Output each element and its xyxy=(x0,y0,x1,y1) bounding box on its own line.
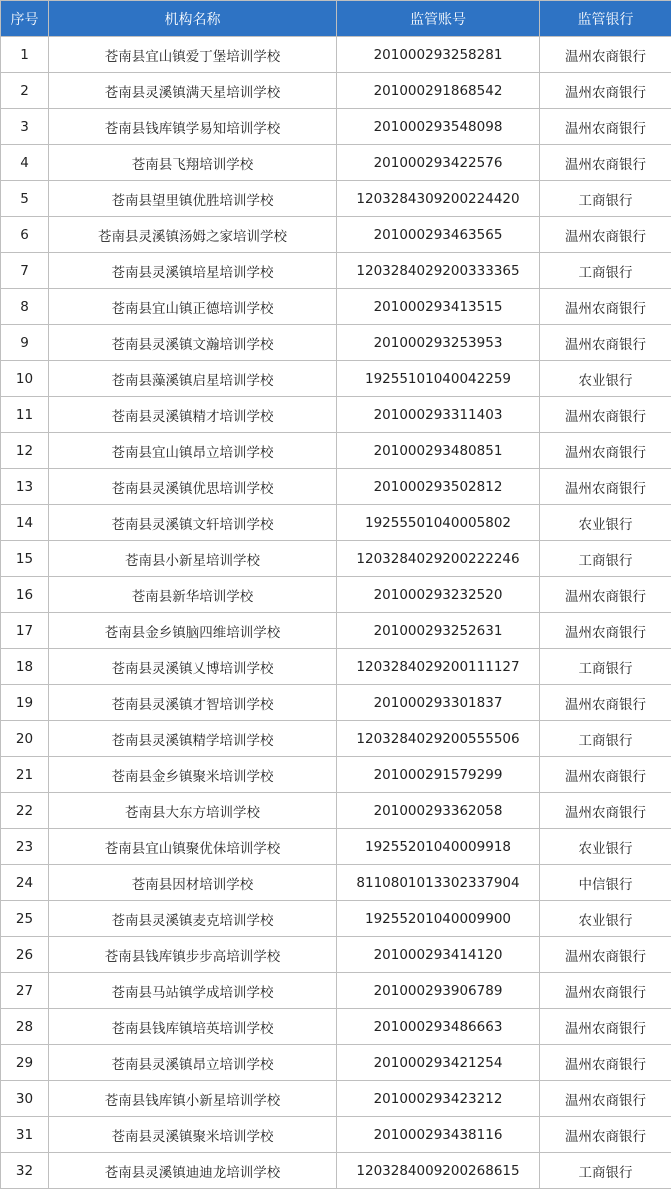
account-number: 201000293301837 xyxy=(337,685,540,721)
institution-name: 苍南县金乡镇聚米培训学校 xyxy=(49,757,337,793)
row-index: 11 xyxy=(1,397,49,433)
row-index: 9 xyxy=(1,325,49,361)
institution-name: 苍南县灵溪镇乂博培训学校 xyxy=(49,649,337,685)
account-number: 1203284029200111127 xyxy=(337,649,540,685)
bank-name: 温州农商银行 xyxy=(540,325,671,361)
institution-name: 苍南县钱库镇步步高培训学校 xyxy=(49,937,337,973)
table-row xyxy=(1,325,671,361)
bank-name: 农业银行 xyxy=(540,361,671,397)
table-row xyxy=(1,73,671,109)
account-number: 201000293253953 xyxy=(337,325,540,361)
bank-name: 温州农商银行 xyxy=(540,289,671,325)
account-number: 201000293422576 xyxy=(337,145,540,181)
row-index: 15 xyxy=(1,541,49,577)
institution-name: 苍南县望里镇优胜培训学校 xyxy=(49,181,337,217)
table-row xyxy=(1,1081,671,1117)
row-index: 17 xyxy=(1,613,49,649)
bank-name: 温州农商银行 xyxy=(540,937,671,973)
bank-name: 工商银行 xyxy=(540,541,671,577)
account-number: 19255101040042259 xyxy=(337,361,540,397)
institution-name: 苍南县宜山镇正德培训学校 xyxy=(49,289,337,325)
table-row xyxy=(1,469,671,505)
account-number: 201000291868542 xyxy=(337,73,540,109)
bank-name: 温州农商银行 xyxy=(540,793,671,829)
institution-name: 苍南县灵溪镇优思培训学校 xyxy=(49,469,337,505)
account-number: 201000293362058 xyxy=(337,793,540,829)
row-index: 3 xyxy=(1,109,49,145)
institution-name: 苍南县钱库镇小新星培训学校 xyxy=(49,1081,337,1117)
bank-name: 温州农商银行 xyxy=(540,37,671,73)
institution-name: 苍南县灵溪镇麦克培训学校 xyxy=(49,901,337,937)
institution-name: 苍南县钱库镇学易知培训学校 xyxy=(49,109,337,145)
bank-name: 温州农商银行 xyxy=(540,73,671,109)
institution-name: 苍南县灵溪镇满天星培训学校 xyxy=(49,73,337,109)
row-index: 25 xyxy=(1,901,49,937)
table-row xyxy=(1,433,671,469)
bank-name: 温州农商银行 xyxy=(540,217,671,253)
bank-name: 温州农商银行 xyxy=(540,973,671,1009)
row-index: 13 xyxy=(1,469,49,505)
table-row xyxy=(1,1009,671,1045)
row-index: 29 xyxy=(1,1045,49,1081)
account-number: 201000293906789 xyxy=(337,973,540,1009)
bank-name: 温州农商银行 xyxy=(540,613,671,649)
table-row xyxy=(1,361,671,397)
table-row xyxy=(1,217,671,253)
institution-name: 苍南县灵溪镇文瀚培训学校 xyxy=(49,325,337,361)
account-number: 19255201040009918 xyxy=(337,829,540,865)
institution-name: 苍南县灵溪镇精才培训学校 xyxy=(49,397,337,433)
row-index: 19 xyxy=(1,685,49,721)
bank-name: 温州农商银行 xyxy=(540,1081,671,1117)
bank-name: 中信银行 xyxy=(540,865,671,901)
table-row xyxy=(1,721,671,757)
header-bank: 监管银行 xyxy=(540,1,671,37)
account-number: 19255201040009900 xyxy=(337,901,540,937)
row-index: 10 xyxy=(1,361,49,397)
account-number: 201000293421254 xyxy=(337,1045,540,1081)
account-number: 201000293311403 xyxy=(337,397,540,433)
bank-name: 温州农商银行 xyxy=(540,469,671,505)
account-number: 201000293486663 xyxy=(337,1009,540,1045)
table-row xyxy=(1,109,671,145)
table-row xyxy=(1,181,671,217)
row-index: 16 xyxy=(1,577,49,613)
row-index: 12 xyxy=(1,433,49,469)
table-row xyxy=(1,1045,671,1081)
header-row xyxy=(1,1,671,37)
bank-name: 温州农商银行 xyxy=(540,145,671,181)
row-index: 26 xyxy=(1,937,49,973)
row-index: 28 xyxy=(1,1009,49,1045)
row-index: 20 xyxy=(1,721,49,757)
table-row xyxy=(1,37,671,73)
table-body xyxy=(1,37,671,1189)
account-number: 19255501040005802 xyxy=(337,505,540,541)
table-row xyxy=(1,685,671,721)
row-index: 30 xyxy=(1,1081,49,1117)
institution-name: 苍南县宜山镇昂立培训学校 xyxy=(49,433,337,469)
row-index: 2 xyxy=(1,73,49,109)
bank-name: 工商银行 xyxy=(540,1153,671,1189)
bank-name: 温州农商银行 xyxy=(540,1117,671,1153)
bank-name: 工商银行 xyxy=(540,721,671,757)
row-index: 18 xyxy=(1,649,49,685)
row-index: 1 xyxy=(1,37,49,73)
institution-name: 苍南县藻溪镇启星培训学校 xyxy=(49,361,337,397)
table-row xyxy=(1,145,671,181)
institution-name: 苍南县灵溪镇聚米培训学校 xyxy=(49,1117,337,1153)
row-index: 23 xyxy=(1,829,49,865)
account-number: 1203284029200333365 xyxy=(337,253,540,289)
institution-name: 苍南县马站镇学成培训学校 xyxy=(49,973,337,1009)
account-number: 201000293548098 xyxy=(337,109,540,145)
header-account-number: 监管账号 xyxy=(337,1,540,37)
table-row xyxy=(1,829,671,865)
bank-name: 温州农商银行 xyxy=(540,1009,671,1045)
table-row xyxy=(1,937,671,973)
account-number: 201000291579299 xyxy=(337,757,540,793)
row-index: 6 xyxy=(1,217,49,253)
table-row xyxy=(1,253,671,289)
account-number: 201000293258281 xyxy=(337,37,540,73)
table-row xyxy=(1,973,671,1009)
account-number: 1203284029200555506 xyxy=(337,721,540,757)
institution-name: 苍南县新华培训学校 xyxy=(49,577,337,613)
institution-name: 苍南县飞翔培训学校 xyxy=(49,145,337,181)
table-row xyxy=(1,1153,671,1189)
institution-name: 苍南县钱库镇培英培训学校 xyxy=(49,1009,337,1045)
table-header xyxy=(1,1,671,37)
account-number: 1203284009200268615 xyxy=(337,1153,540,1189)
institution-name: 苍南县灵溪镇汤姆之家培训学校 xyxy=(49,217,337,253)
table-row xyxy=(1,289,671,325)
bank-name: 温州农商银行 xyxy=(540,397,671,433)
institution-name: 苍南县因材培训学校 xyxy=(49,865,337,901)
table-row xyxy=(1,397,671,433)
row-index: 4 xyxy=(1,145,49,181)
bank-name: 温州农商银行 xyxy=(540,433,671,469)
table-row xyxy=(1,901,671,937)
institution-name: 苍南县小新星培训学校 xyxy=(49,541,337,577)
table-row xyxy=(1,577,671,613)
account-number: 201000293480851 xyxy=(337,433,540,469)
table-row xyxy=(1,1117,671,1153)
bank-name: 农业银行 xyxy=(540,829,671,865)
account-number: 201000293413515 xyxy=(337,289,540,325)
table-row xyxy=(1,649,671,685)
bank-name: 工商银行 xyxy=(540,649,671,685)
institution-name: 苍南县金乡镇脑四维培训学校 xyxy=(49,613,337,649)
table-row xyxy=(1,505,671,541)
account-number: 201000293502812 xyxy=(337,469,540,505)
header-institution-name: 机构名称 xyxy=(49,1,337,37)
bank-name: 农业银行 xyxy=(540,901,671,937)
row-index: 21 xyxy=(1,757,49,793)
table-row xyxy=(1,793,671,829)
institution-name: 苍南县宜山镇爱丁堡培训学校 xyxy=(49,37,337,73)
account-number: 201000293438116 xyxy=(337,1117,540,1153)
institution-name: 苍南县大东方培训学校 xyxy=(49,793,337,829)
account-number: 201000293423212 xyxy=(337,1081,540,1117)
institution-name: 苍南县灵溪镇昂立培训学校 xyxy=(49,1045,337,1081)
institution-name: 苍南县灵溪镇才智培训学校 xyxy=(49,685,337,721)
table-row xyxy=(1,541,671,577)
account-number: 201000293414120 xyxy=(337,937,540,973)
bank-name: 温州农商银行 xyxy=(540,109,671,145)
row-index: 24 xyxy=(1,865,49,901)
bank-name: 温州农商银行 xyxy=(540,685,671,721)
table-row xyxy=(1,757,671,793)
bank-name: 工商银行 xyxy=(540,181,671,217)
row-index: 31 xyxy=(1,1117,49,1153)
header-index: 序号 xyxy=(1,1,49,37)
account-number: 8110801013302337904 xyxy=(337,865,540,901)
bank-name: 农业银行 xyxy=(540,505,671,541)
account-number: 201000293252631 xyxy=(337,613,540,649)
account-number: 201000293463565 xyxy=(337,217,540,253)
institution-name: 苍南县宜山镇聚优佅培训学校 xyxy=(49,829,337,865)
bank-name: 温州农商银行 xyxy=(540,1045,671,1081)
institution-name: 苍南县灵溪镇迪迪龙培训学校 xyxy=(49,1153,337,1189)
bank-name: 工商银行 xyxy=(540,253,671,289)
bank-name: 温州农商银行 xyxy=(540,577,671,613)
account-number: 1203284029200222246 xyxy=(337,541,540,577)
institution-name: 苍南县灵溪镇精学培训学校 xyxy=(49,721,337,757)
table-row xyxy=(1,613,671,649)
bank-name: 温州农商银行 xyxy=(540,757,671,793)
row-index: 22 xyxy=(1,793,49,829)
row-index: 32 xyxy=(1,1153,49,1189)
row-index: 7 xyxy=(1,253,49,289)
account-number: 201000293232520 xyxy=(337,577,540,613)
institution-name: 苍南县灵溪镇文轩培训学校 xyxy=(49,505,337,541)
row-index: 5 xyxy=(1,181,49,217)
table-row xyxy=(1,865,671,901)
row-index: 14 xyxy=(1,505,49,541)
row-index: 27 xyxy=(1,973,49,1009)
account-number: 1203284309200224420 xyxy=(337,181,540,217)
row-index: 8 xyxy=(1,289,49,325)
institution-name: 苍南县灵溪镇培星培训学校 xyxy=(49,253,337,289)
